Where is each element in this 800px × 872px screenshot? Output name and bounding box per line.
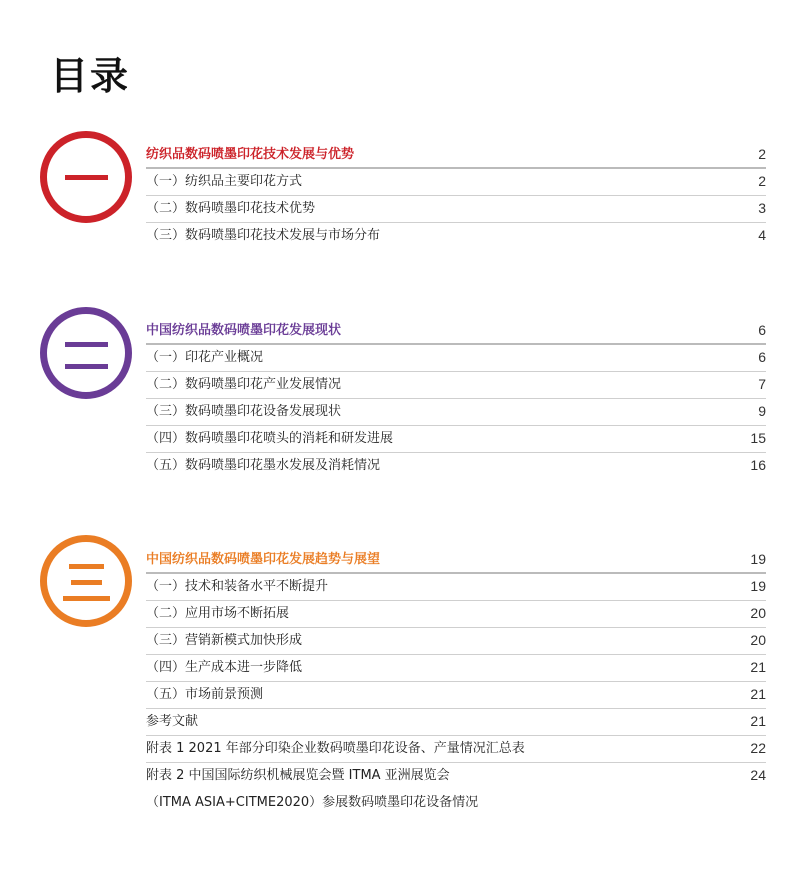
toc-label: 中国纺织品数码喷墨印花发展趋势与展望 [146, 552, 381, 567]
toc-appendix-1[interactable] [146, 736, 766, 763]
toc-label: （三）数码喷墨印花设备发展现状 [146, 404, 342, 419]
toc-page-number: 4 [758, 227, 766, 243]
toc-page-number: 22 [750, 740, 766, 756]
numeral-two-stroke-top [65, 342, 108, 347]
toc-page-number: 3 [758, 200, 766, 216]
toc-appendix-2-continued[interactable] [146, 790, 766, 817]
toc-page-number: 19 [750, 551, 766, 567]
toc-label: （五）数码喷墨印花墨水发展及消耗情况 [146, 458, 381, 473]
toc-page-number: 2 [758, 146, 766, 162]
toc-item[interactable] [146, 169, 766, 196]
toc-item[interactable] [146, 682, 766, 709]
toc-label: （二）数码喷墨印花产业发展情况 [146, 377, 342, 392]
toc-item[interactable] [146, 223, 766, 250]
toc-item[interactable] [146, 453, 766, 480]
toc-section-3-heading[interactable] [146, 547, 766, 574]
numeral-three-stroke-top [69, 564, 104, 569]
numeral-one-stroke [65, 175, 108, 180]
toc-page-number: 15 [750, 430, 766, 446]
toc-label: （二）数码喷墨印花技术优势 [146, 201, 316, 216]
toc-page-number: 20 [750, 632, 766, 648]
toc-label: （三）营销新模式加快形成 [146, 633, 303, 648]
toc-page-number: 7 [758, 376, 766, 392]
toc-appendix-2[interactable] [146, 763, 766, 790]
toc-page-number: 24 [750, 767, 766, 783]
toc-label: （二）应用市场不断拓展 [146, 606, 290, 621]
toc-item[interactable] [146, 196, 766, 223]
toc-section-2-heading[interactable] [146, 318, 766, 345]
toc-page-number: 21 [750, 686, 766, 702]
toc-page-number: 20 [750, 605, 766, 621]
toc-section-1-heading[interactable] [146, 142, 766, 169]
toc-page-number: 19 [750, 578, 766, 594]
toc-label: 附表 1 2021 年部分印染企业数码喷墨印花设备、产量情况汇总表 [146, 741, 525, 756]
toc-label: （一）技术和装备水平不断提升 [146, 579, 329, 594]
toc-label: （三）数码喷墨印花技术发展与市场分布 [146, 228, 381, 243]
toc-label: （一）印花产业概况 [146, 350, 264, 365]
toc-label: （ITMA ASIA+CITME2020）参展数码喷墨印花设备情况 [146, 795, 479, 810]
section-2-numeral-badge [40, 307, 132, 399]
page-title: 目录 [50, 54, 131, 98]
section-1-numeral-badge [40, 131, 132, 223]
toc-label: 参考文献 [146, 714, 199, 729]
toc-item[interactable] [146, 628, 766, 655]
toc-label: （五）市场前景预测 [146, 687, 264, 702]
numeral-three-stroke-middle [71, 580, 102, 585]
toc-item[interactable] [146, 345, 766, 372]
toc-item[interactable] [146, 601, 766, 628]
toc-label: 中国纺织品数码喷墨印花发展现状 [146, 323, 342, 338]
toc-item[interactable] [146, 426, 766, 453]
toc-label: （四）生产成本进一步降低 [146, 660, 303, 675]
section-3-numeral-badge [40, 535, 132, 627]
numeral-three-stroke-bottom [63, 596, 110, 601]
toc-page-number: 2 [758, 173, 766, 189]
toc-item[interactable] [146, 372, 766, 399]
numeral-two-stroke-bottom [65, 364, 108, 369]
toc-page-number: 21 [750, 659, 766, 675]
toc-page-number: 6 [758, 322, 766, 338]
toc-page-number: 21 [750, 713, 766, 729]
toc-references[interactable] [146, 709, 766, 736]
toc-item[interactable] [146, 574, 766, 601]
toc-item[interactable] [146, 655, 766, 682]
toc-page-number: 6 [758, 349, 766, 365]
toc-label: 附表 2 中国国际纺织机械展览会暨 ITMA 亚洲展览会 [146, 768, 450, 783]
toc-page-number: 9 [758, 403, 766, 419]
toc-label: （一）纺织品主要印花方式 [146, 174, 303, 189]
toc-label: （四）数码喷墨印花喷头的消耗和研发进展 [146, 431, 394, 446]
toc-item[interactable] [146, 399, 766, 426]
toc-label: 纺织品数码喷墨印花技术发展与优势 [146, 147, 355, 162]
toc-page-number: 16 [750, 457, 766, 473]
